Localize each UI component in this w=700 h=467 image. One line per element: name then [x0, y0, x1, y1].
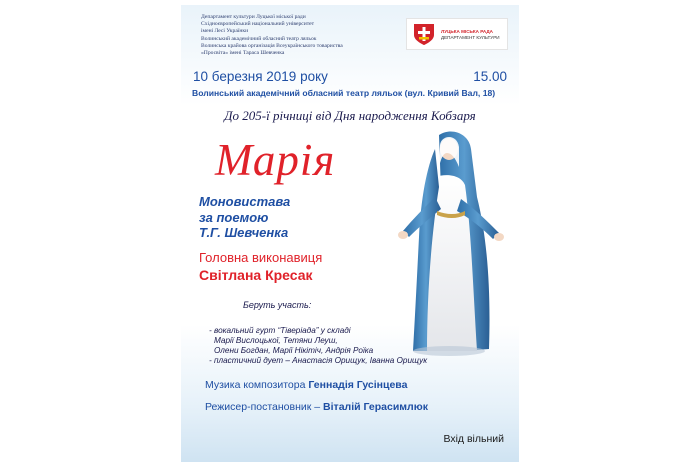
- city-council-logo: [406, 18, 508, 50]
- organizer-line: «Просвіта» імені Тараса Шевченка: [201, 50, 285, 57]
- lead-performer-name: Світлана Кресак: [199, 267, 313, 283]
- organizers-block: [201, 14, 401, 57]
- music-credit: [205, 379, 407, 391]
- director-name: Віталій Герасимлюк: [323, 401, 428, 413]
- participant-line: - вокальний гурт “Тіверіада” у складі: [209, 326, 351, 335]
- organizer-line: імені Лесі Українки: [201, 28, 249, 35]
- organizer-line: Волинський академічний обласний театр ляльок: [201, 35, 317, 42]
- lead-performer-role: Головна виконавиця: [199, 250, 323, 265]
- event-venue: Волинський академічний обласний театр ляльок (вул. Кривий Вал, 18): [192, 88, 496, 98]
- admission-note: Вхід вільний: [443, 433, 504, 445]
- logo-line-2: ДЕПАРТАМЕНТ КУЛЬТУРИ: [441, 34, 500, 40]
- subtitle-line: за поемою: [199, 209, 269, 225]
- lutsk-coat-of-arms-icon: [411, 22, 437, 46]
- organizer-line: Департамент культури Луцької міської ради: [201, 14, 306, 20]
- logo-line-1: ЛУЦЬКА МІСЬКА РАДА: [441, 29, 493, 34]
- play-subtitle: [199, 194, 290, 241]
- event-time: 15.00: [473, 69, 507, 84]
- logo-text: [441, 29, 500, 40]
- subtitle-line: Моновистава: [199, 194, 291, 209]
- organizer-line: Волинська крайова організація Всеукраїнського товариства: [201, 42, 343, 49]
- organizer-line: Східноєвропейський національний університет: [201, 21, 315, 28]
- director-credit: [205, 401, 428, 413]
- participant-line: Марії Вислоцької, Тетяни Леуш,: [214, 336, 338, 346]
- subtitle-line: Т.Г. Шевченка: [199, 225, 289, 240]
- event-date: 10 березня 2019 року: [193, 69, 328, 84]
- play-title: Марія: [215, 135, 336, 185]
- participant-line: Олени Богдан, Марії Нікітіч, Андрія Роїка: [214, 346, 374, 356]
- virgin-mary-figure: [391, 127, 511, 357]
- director-credit-label: Режисер-постановник –: [205, 401, 321, 413]
- composer-name: Геннадія Гусінцева: [308, 379, 408, 391]
- occasion-line: До 205-ї річниці від Дня народження Кобзаря: [224, 108, 476, 123]
- participants-heading: Беруть участь:: [243, 300, 312, 310]
- event-poster: [181, 5, 519, 462]
- participant-line: - пластичний дует – Анастасія Орищук, Іванна Орищук: [209, 356, 428, 366]
- music-credit-label: Музика композитора: [205, 379, 306, 391]
